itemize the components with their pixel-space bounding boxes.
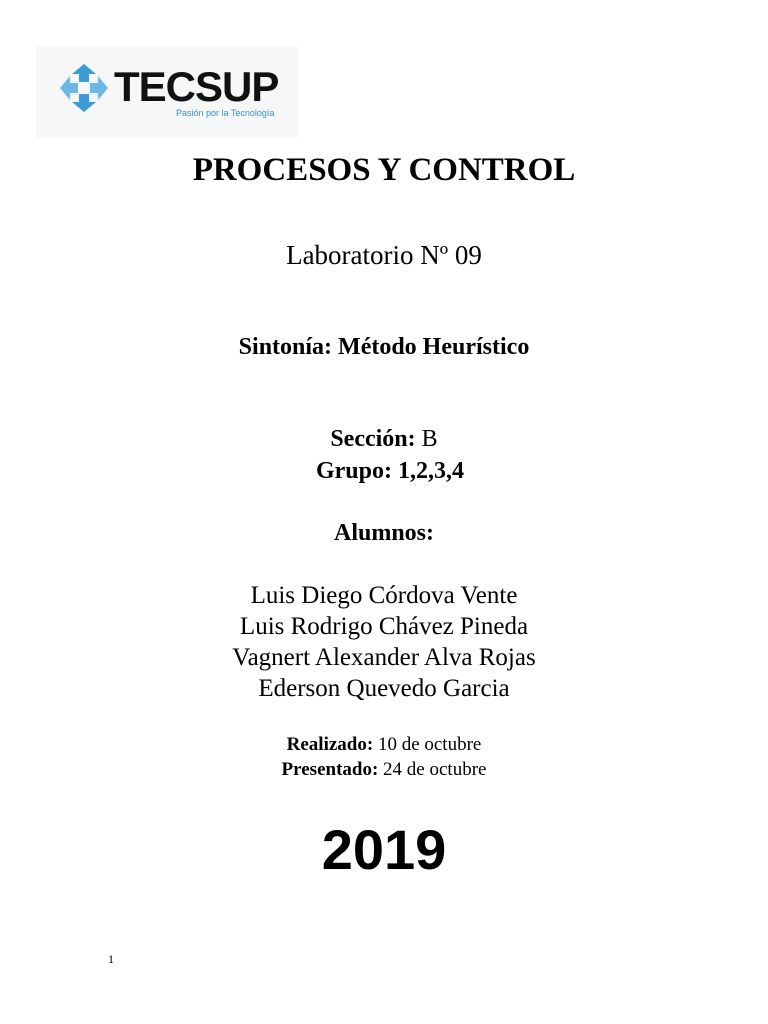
presented-date-line	[0, 760, 768, 779]
document-year: 2019	[321, 818, 447, 881]
presented-date-label: Presentado:	[281, 759, 379, 780]
circular-arrows-logo-icon	[56, 60, 112, 116]
document-subtitle: Sintonía: Método Heurístico	[238, 334, 530, 360]
done-date-label: Realizado:	[286, 734, 374, 755]
section-label: Sección:	[330, 426, 416, 452]
section-value: B	[421, 426, 438, 452]
tecsup-logo	[36, 46, 298, 138]
logo-tagline: Pasión por la Tecnología	[176, 108, 275, 118]
document-title: PROCESOS Y CONTROL	[192, 152, 576, 188]
done-date-value: 10 de octubre	[377, 734, 482, 755]
student-name: Luis Diego Córdova Vente	[250, 582, 518, 609]
group-line: Grupo: 1,2,3,4	[315, 458, 464, 484]
logo-wordmark: TECSUP	[114, 63, 279, 110]
student-name: Vagnert Alexander Alva Rojas	[232, 644, 536, 671]
student-name: Luis Rodrigo Chávez Pineda	[239, 613, 529, 640]
lab-number: Laboratorio Nº 09	[286, 240, 482, 270]
done-date-line	[0, 735, 768, 754]
students-heading: Alumnos:	[333, 520, 435, 546]
presented-date-value: 24 de octubre	[383, 759, 487, 780]
student-name: Ederson Quevedo Garcia	[258, 675, 510, 702]
section-line	[0, 427, 768, 451]
page-number: 1	[108, 952, 114, 966]
students-list	[0, 580, 768, 704]
